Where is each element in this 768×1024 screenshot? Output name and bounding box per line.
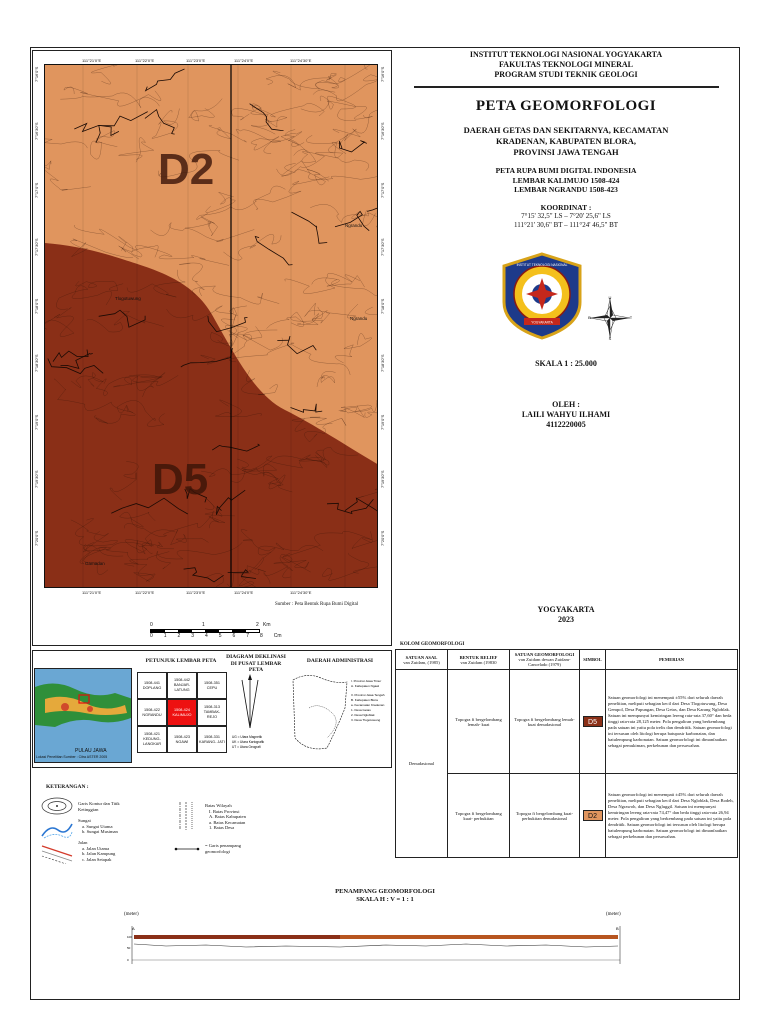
coordinate-title: KOORDINAT : bbox=[540, 202, 592, 212]
coordinate-lon: 111°21' 30,6" BT – 111°24' 46,5" BT bbox=[513, 220, 619, 229]
decl-note: UK = Utara Kartografik bbox=[232, 740, 265, 744]
legend-road: Jalan a. Jalan Utama b. Jalan Kampung c. Jalan Setapak bbox=[78, 840, 116, 862]
institution-name: INSTITUT TEKNOLOGI NASIONAL YOGYAKARTA bbox=[469, 50, 663, 59]
admin-note: 3. Desa Tlogotuwung bbox=[351, 718, 381, 722]
sheet-index-cell[interactable]: 1508-441 DOPLANG bbox=[137, 672, 167, 699]
lat-tick-right: 7°19'0"S bbox=[380, 414, 385, 430]
legend-section-line: = Garis penampang geomorfologi bbox=[205, 843, 242, 854]
lat-tick-right: 7°18'0"S bbox=[380, 298, 385, 314]
scale-cm-label: 7 bbox=[246, 633, 250, 639]
scale-cm-label: Cm bbox=[273, 633, 282, 639]
unit-label-d2: D2 bbox=[158, 145, 215, 194]
program-name: PROGRAM STUDI TEKNIK GEOLOGI bbox=[494, 70, 638, 79]
profile-endpoint: A bbox=[132, 926, 135, 931]
compass-n: U bbox=[608, 295, 612, 300]
petunjuk-title: PETUNJUK LEMBAR PETA bbox=[145, 658, 217, 664]
scale-cm-label: 1 bbox=[163, 633, 167, 639]
faculty-name: FAKULTAS TEKNOLOGI MINERAL bbox=[499, 60, 633, 69]
legend-contour: Garis Kontur dan Titik Ketinggian bbox=[78, 801, 120, 812]
scale-cm-label: 3 bbox=[191, 633, 195, 639]
admin-note: B. Kabupaten Blora bbox=[351, 698, 378, 702]
admin-note: I. Provinsi Jawa Timur bbox=[351, 679, 382, 683]
administrative-map[interactable] bbox=[287, 668, 387, 762]
sheet-line: PETA RUPA BUMI DIGITAL INDONESIA bbox=[495, 166, 637, 175]
city-year bbox=[395, 605, 737, 625]
location-map[interactable] bbox=[34, 668, 132, 763]
scale-cm-label: 8 bbox=[260, 633, 263, 639]
lat-tick-right: 7°17'30"S bbox=[380, 238, 385, 256]
area-line: KRADENAN, KABUPATEN BLORA, bbox=[496, 136, 636, 146]
sheet-line: LEMBAR KALIMUJO 1508-424 bbox=[512, 175, 620, 185]
table-cell-symbol bbox=[580, 774, 606, 858]
lat-tick-right: 7°20'0"S bbox=[380, 530, 385, 546]
table-header: SATUAN GEOMORFOLOGI van Zuidam dewan Zuidam- Cancelado (1979) bbox=[510, 650, 580, 670]
table-header: SATUAN ASAL van Zuidam, (1985) bbox=[396, 650, 448, 670]
title-block bbox=[395, 50, 737, 430]
lat-tick-right: 7°16'30"S bbox=[380, 122, 385, 140]
scale-cm-label: 2 bbox=[177, 633, 181, 639]
title-divider bbox=[414, 86, 719, 88]
table-header: BENTUK RELIEF van Zuidam (19830 bbox=[448, 650, 510, 670]
author-label: OLEH : bbox=[552, 399, 580, 409]
area-line: DAERAH GETAS DAN SEKITARNYA, KECAMATAN bbox=[463, 125, 669, 135]
lon-tick-bottom: 111°24'30"E bbox=[290, 590, 312, 595]
lat-tick-left: 7°20'0"S bbox=[34, 530, 39, 546]
lat-tick-right: 7°17'0"S bbox=[380, 182, 385, 198]
area-line: PROVINSI JAWA TENGAH bbox=[513, 147, 619, 157]
place-name: Tlogotuwung bbox=[115, 296, 141, 301]
scale-cm-labels bbox=[150, 633, 282, 640]
location-caption: Lokasi Penelitian Sumber : Citra ASTER 2005 bbox=[36, 755, 108, 759]
logo-text: INSTITUT TEKNOLOGI NASIONAL bbox=[516, 262, 568, 267]
sheet-index-cell[interactable]: 1508-331 KARANG- JATI bbox=[197, 726, 227, 753]
contour-line-icon bbox=[40, 796, 74, 816]
road-icon bbox=[40, 842, 74, 864]
compass-w: B bbox=[588, 314, 591, 320]
declination-diagram-icon bbox=[230, 668, 282, 760]
lat-tick-left: 7°18'30"S bbox=[34, 354, 39, 372]
lat-tick-left: 7°17'30"S bbox=[34, 238, 39, 256]
lat-tick-right: 7°19'30"S bbox=[380, 470, 385, 488]
university-logo-icon bbox=[500, 252, 584, 340]
sheet-line: LEMBAR NGRANDU 1508-423 bbox=[514, 185, 618, 194]
place-name: Ngrandu bbox=[350, 316, 368, 321]
scale-cm-label: 5 bbox=[218, 633, 222, 639]
map-title: PETA GEOMORFOLOGI bbox=[475, 98, 657, 114]
profile-tick: 100 bbox=[127, 935, 133, 939]
profile-tick: 50 bbox=[127, 946, 131, 950]
admin-note: A. Kabupaten Ngawi bbox=[351, 684, 380, 688]
table-cell: Topogra fi bergelombang kuat- perbukitan bbox=[448, 774, 510, 858]
legend-title: KETERANGAN : bbox=[46, 784, 89, 790]
author-nim: 4112220005 bbox=[546, 419, 586, 429]
year: 2023 bbox=[558, 615, 574, 624]
decl-note: UG = Utara Magnetik bbox=[232, 735, 263, 739]
boundary-icon bbox=[172, 800, 202, 832]
table-cell-symbol bbox=[580, 670, 606, 774]
lat-tick-left: 7°16'30"S bbox=[34, 122, 39, 140]
sheet-index-cell[interactable]: 1508-424 KALIMUJO bbox=[167, 699, 197, 726]
table-cell-origin: Denudasional bbox=[396, 670, 448, 858]
unit-label-d5: D5 bbox=[152, 455, 209, 504]
map-source: Sumber : Peta Bentuk Rupa Bumi Digital bbox=[275, 602, 359, 607]
scale-label: Km bbox=[263, 622, 271, 628]
geomorph-table-title: KOLOM GEOMORFOLOGI bbox=[400, 642, 465, 647]
north-arrow-compass-icon bbox=[588, 296, 632, 340]
profile-endpoint: B bbox=[616, 926, 619, 931]
legend-river: Sungai a. Sungai Utama b. Sungai Musiman bbox=[78, 818, 118, 835]
table-row bbox=[396, 774, 738, 858]
sheet-index-cell[interactable]: 1508-423 NGAWI bbox=[167, 726, 197, 753]
lat-tick-left: 7°19'0"S bbox=[34, 414, 39, 430]
admin-note: II. Provinsi Jawa Tengah bbox=[351, 693, 385, 697]
graphic-scale-bar bbox=[150, 622, 282, 640]
lon-tick-top: 111°22'0"E bbox=[135, 58, 155, 63]
admin-note: 1. Desa Getas bbox=[351, 708, 371, 712]
geomorph-table bbox=[395, 649, 738, 858]
geomorphology-map[interactable] bbox=[44, 64, 378, 588]
lat-tick-left: 7°18'0"S bbox=[34, 298, 39, 314]
sheet-index-grid bbox=[137, 672, 227, 753]
table-header: SIMBOL bbox=[580, 650, 606, 670]
admin-note: 2. Desa Ngloblak bbox=[351, 713, 375, 717]
decl-note: UT = Utara Geografi bbox=[232, 745, 261, 749]
legend-boundary: Batas Wilayah I. Batas Provinsi A. Batas Kabupaten a. Batas Kecamatan 1. Batas Desa bbox=[205, 803, 246, 831]
table-cell: Topogra fi bergelombang lemah- kuat bbox=[448, 670, 510, 774]
lat-tick-right: 7°18'30"S bbox=[380, 354, 385, 372]
scale-cm-label: 4 bbox=[205, 633, 208, 639]
sheet-index-cell[interactable]: 1508-442 BANJAR- LATUNG bbox=[167, 672, 197, 699]
cross-section-profile bbox=[126, 922, 626, 968]
table-header-row bbox=[396, 650, 738, 670]
location-map-canvas bbox=[35, 669, 132, 763]
lon-tick-bottom: 111°22'0"E bbox=[135, 590, 155, 595]
table-header: PEMERIAN bbox=[606, 650, 738, 670]
lon-tick-top: 111°24'30"E bbox=[290, 58, 312, 63]
river-icon bbox=[40, 820, 74, 840]
scale-label: 1 bbox=[202, 622, 205, 628]
sheet-index-cell[interactable]: 1508-351 CEPU bbox=[197, 672, 227, 699]
unit-symbol-d5: D5 bbox=[583, 716, 603, 727]
scale-label: 0 bbox=[150, 622, 153, 628]
map-scale: SKALA 1 : 25.000 bbox=[535, 358, 597, 368]
lon-tick-bottom: 111°21'0"E bbox=[82, 590, 102, 595]
table-cell-description: Satuan geomorfologi ini menempati ±55% dari seluruh daerah penelitian, meliputi sebagian kecil dari Desa Tlogotuwung, Desa Gempol, Desa Papungan, Desa Getas, dan Desa Karang Ngloblak. Satuan ini mempunyai kemiringan lereng rata-rata 37,60° dan beda tinggi rata-rata 28,125 meter. Pola pengaliran yang berkembang pada satuan ini yaitu pola trelis dan dendritik. Satuan geomorfologi ini tersusun oleh litologi berupa batupasir karbonatan, dan batulempung karbonatan. Satuan geomorfologi ini dimanfaatkan sebagai pemukiman, perkebunan dan persawahan. bbox=[606, 670, 738, 774]
place-name: Gamadan bbox=[85, 561, 105, 566]
author-name: LAILI WAHYU ILHAMI bbox=[521, 409, 611, 419]
lat-tick-left: 7°16'0"S bbox=[34, 66, 39, 82]
cross-section-unit-left: (meter) bbox=[124, 912, 139, 917]
lon-tick-top: 111°23'0"E bbox=[186, 58, 206, 63]
lon-tick-bottom: 111°23'0"E bbox=[186, 590, 206, 595]
lon-tick-top: 111°24'0"E bbox=[234, 58, 254, 63]
compass-s: S bbox=[608, 335, 612, 340]
coordinate-lat: 7°15' 32,5" LS – 7°20' 25,6" LS bbox=[521, 211, 611, 220]
decl-title: DIAGRAM DEKLINASI DI PUSAT LEMBAR PETA bbox=[226, 654, 286, 673]
sheet-index-cell[interactable]: 1508-421 KEDUNG- LANGKAR bbox=[137, 726, 167, 753]
scale-cm-label: 6 bbox=[232, 633, 236, 639]
admin-note: a. Kecamatan Kradenan bbox=[351, 703, 385, 707]
city: YOGYAKARTA bbox=[537, 605, 595, 614]
lon-tick-bottom: 111°24'0"E bbox=[234, 590, 254, 595]
table-row bbox=[396, 670, 738, 774]
compass-e: T bbox=[629, 314, 632, 320]
lat-tick-left: 7°17'0"S bbox=[34, 182, 39, 198]
table-cell: Topogra fi bergelombang kuat- perbukitan denudasional bbox=[510, 774, 580, 858]
section-line-icon bbox=[172, 842, 202, 856]
admin-title: DAERAH ADMINISTRASI bbox=[306, 658, 374, 664]
table-cell: Topogra fi bergelombang lemah- kuat denudasional bbox=[510, 670, 580, 774]
logo-text: YOGYAKARTA bbox=[531, 320, 553, 324]
unit-symbol-d2: D2 bbox=[583, 810, 603, 821]
cross-section-title: PENAMPANG GEOMORFOLOGI SKALA H : V = 1 : 1 bbox=[335, 888, 435, 903]
lat-tick-left: 7°19'30"S bbox=[34, 470, 39, 488]
location-map-label: PULAU JAWA bbox=[75, 748, 107, 754]
map-canvas bbox=[45, 65, 378, 588]
lat-tick-right: 7°16'0"S bbox=[380, 66, 385, 82]
sheet-index-cell[interactable]: 1508-313 TAMBAK- REJO bbox=[197, 699, 227, 726]
place-name: Ngrandu bbox=[345, 223, 363, 228]
cross-section-unit-right: (meter) bbox=[606, 912, 621, 917]
table-cell-description: Satuan geomorfologi ini menempati ±45% dari seluruh daerah penelitian, meliputi sebagian kecil dari Desa Ngloblak, Desa Bodeh, Desa Ngrawoh, dan Desa Ngluggil. Satuan ini mempunyai kemiringan lereng rata-rata 74,47° dan beda tinggi rata-rata 26,94 meter. Pola pengaliran yang berkembang pada satuan ini yaitu pola dendritik. Satuan geomorfologi ini tersusun oleh litologi berupa batulempung karbonatan. Satuan geomorfologi ini dimanfaatkan sebagai perkebunan dan persawahan. bbox=[606, 774, 738, 858]
lon-tick-top: 111°21'0"E bbox=[82, 58, 102, 63]
sheet-index-cell[interactable]: 1508-422 NGRANDU bbox=[137, 699, 167, 726]
scale-label: 2 bbox=[256, 622, 259, 628]
profile-tick: 0 bbox=[127, 958, 129, 962]
scale-cm-label: 0 bbox=[150, 633, 153, 639]
